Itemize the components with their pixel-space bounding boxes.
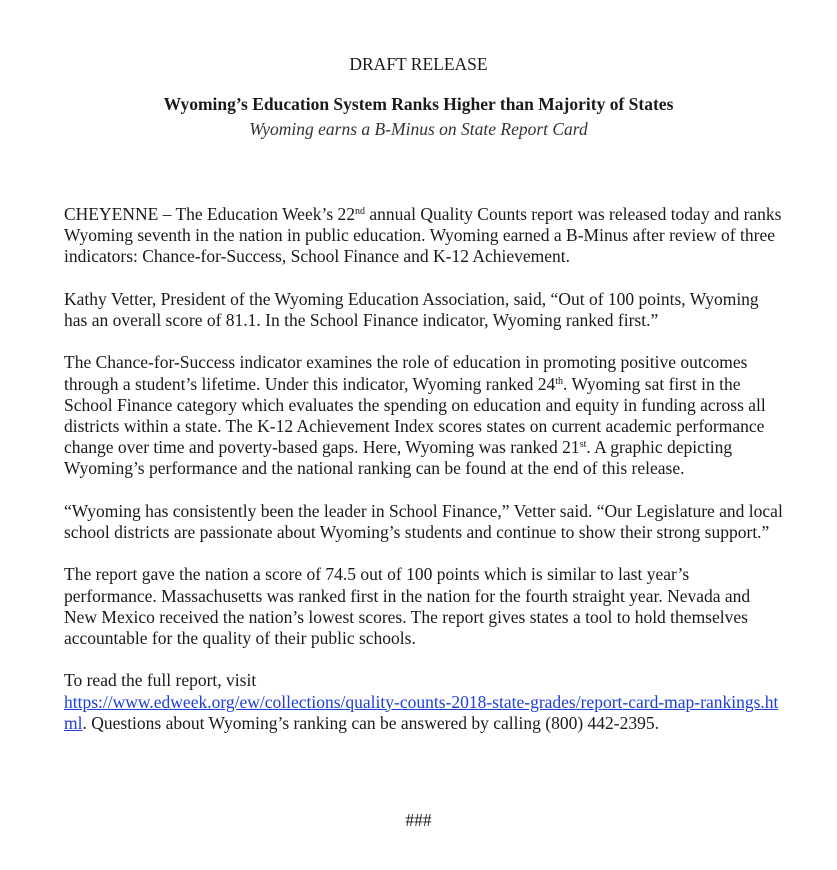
superscript: th <box>555 375 564 387</box>
paragraph-quote: Kathy Vetter, President of the Wyoming Education Association, said, “Out of 100 points, Wyoming has an overall score of 81.1. In the School Finance indicator, Wyoming ranked first.” <box>64 288 759 330</box>
paragraph-text: . Wyoming sat first in the School Finance category which evaluates the spending on education and equity in funding across all districts within a state. The K-12 Achievement Index scores states on current academic performance change over time and poverty-based gaps. Here, Wyoming was ranked 21 <box>64 373 766 458</box>
paragraph-intro <box>64 204 783 268</box>
paragraph-text: . A graphic depicting Wyoming’s performance and the national ranking can be found at the end of this release. <box>64 437 733 479</box>
paragraph-vetter-quote: “Wyoming has consistently been the leader in School Finance,” Vetter said. “Our Legislature and local school districts are passionate about Wyoming’s students and continue to show their strong support.” <box>64 500 783 542</box>
superscript: st <box>579 439 587 451</box>
report-link[interactable]: https://www.edweek.org/ew/collections/quality-counts-2018-state-grades/report-card-map-rankings.html <box>64 691 779 733</box>
release-body <box>64 204 783 755</box>
headline: Wyoming’s Education System Ranks Higher than Majority of States <box>163 94 674 114</box>
paragraph-national: The report gave the nation a score of 74.5 out of 100 points which is similar to last year’s performance. Massachusetts was ranked first in the nation for the fourth straight year. Nevada and New Mexico received the nation’s lowest scores. The report gives states a tool to hold themselves accountable for the quality of their public schools. <box>64 564 751 648</box>
subheadline: Wyoming earns a B-Minus on State Report Card <box>249 119 588 139</box>
paragraph-text: The Chance-for-Success indicator examines the role of education in promoting positive outcomes through a student’s lifetime. Under this indicator, Wyoming ranked 24 <box>64 352 748 394</box>
paragraph-indicators <box>64 352 783 479</box>
superscript: nd <box>355 206 366 217</box>
paragraph-report-link <box>64 670 783 734</box>
paragraph-text: . Questions about Wyoming’s ranking can be answered by calling (800) 442-2395. <box>82 712 659 733</box>
release-label: DRAFT RELEASE <box>349 54 488 74</box>
paragraph-text: To read the full report, visit <box>64 670 257 691</box>
paragraph-text: annual Quality Counts report was released today and ranks Wyoming seventh in the nation in public education. Wyoming earned a B-Minus after review of three indicators: Chance-for-Success, School Finance and K-12 Achievement. <box>64 204 782 267</box>
paragraph-text: CHEYENNE – The Education Week’s 22 <box>64 204 356 224</box>
end-mark: ### <box>405 810 432 830</box>
